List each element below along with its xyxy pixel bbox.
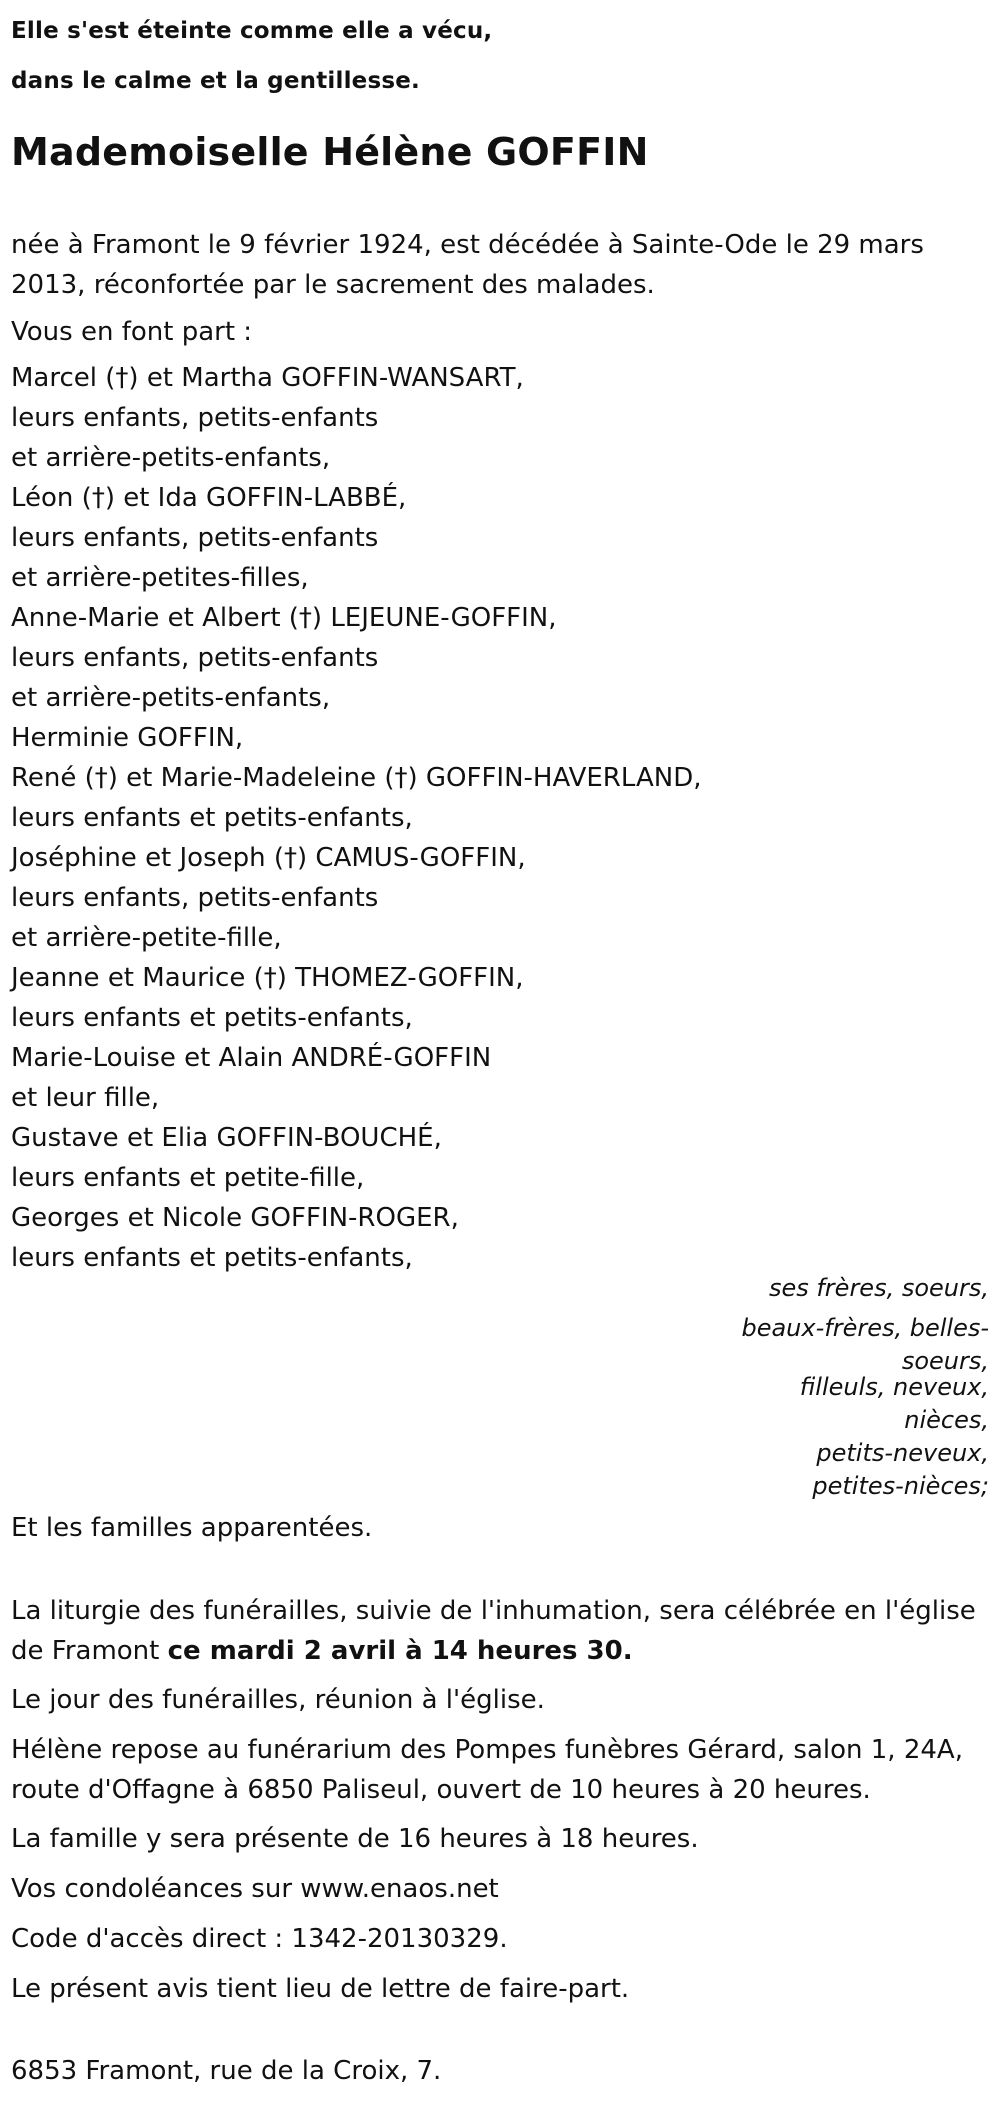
family-line: et arrière-petits-enfants, <box>11 443 331 473</box>
relations-line-1: ses frères, soeurs, <box>768 1274 989 1302</box>
family-line: Léon (†) et Ida GOFFIN-LABBÉ, <box>11 483 407 513</box>
family-line: leurs enfants et petits-enfants, <box>11 1003 413 1033</box>
relations-line-5: nièces, <box>904 1406 989 1434</box>
family-line: leurs enfants et petits-enfants, <box>11 803 413 833</box>
family-line: et arrière-petites-filles, <box>11 563 309 593</box>
intro-quote <box>11 6 492 106</box>
family-line: Joséphine et Joseph (†) CAMUS-GOFFIN, <box>11 843 526 873</box>
intro-line-1: Elle s'est éteinte comme elle a vécu, <box>11 18 493 44</box>
relations-line-6: petits-neveux, <box>816 1439 989 1467</box>
family-line: Marcel (†) et Martha GOFFIN-WANSART, <box>11 363 524 393</box>
family-list <box>11 358 701 1278</box>
related-families: Et les familles apparentées. <box>11 1513 373 1543</box>
deceased-name: Mademoiselle Hélène GOFFIN <box>11 130 649 174</box>
family-presence: La famille y sera présente de 16 heures à 18 heures. <box>11 1824 699 1854</box>
birth-death-line-2: 2013, réconfortée par le sacrement des malades. <box>11 270 655 300</box>
family-line: Jeanne et Maurice (†) THOMEZ-GOFFIN, <box>11 963 524 993</box>
family-line: leurs enfants, petits-enfants <box>11 523 379 553</box>
rest-line-2: route d'Offagne à 6850 Paliseul, ouvert de 10 heures à 20 heures. <box>11 1775 871 1805</box>
family-line: René (†) et Marie-Madeleine (†) GOFFIN-HAVERLAND, <box>11 763 702 793</box>
funeral-date-time: ce mardi 2 avril à 14 heures 30. <box>167 1636 633 1666</box>
family-line: Georges et Nicole GOFFIN-ROGER, <box>11 1203 459 1233</box>
notice-text: Le présent avis tient lieu de lettre de faire-part. <box>11 1974 630 2004</box>
rest-paragraph <box>11 1730 1000 1810</box>
family-line: leurs enfants et petite-fille, <box>11 1163 365 1193</box>
address: 6853 Framont, rue de la Croix, 7. <box>11 2056 442 2086</box>
rest-line-1: Hélène repose au funérarium des Pompes funèbres Gérard, salon 1, 24A, <box>11 1735 963 1765</box>
announcers-intro: Vous en font part : <box>11 317 253 347</box>
funeral-line-1: La liturgie des funérailles, suivie de l'inhumation, sera célébrée en l'église <box>11 1596 976 1626</box>
family-line: leurs enfants et petits-enfants, <box>11 1243 413 1273</box>
gathering-text: Le jour des funérailles, réunion à l'église. <box>11 1685 545 1715</box>
family-line: et arrière-petite-fille, <box>11 923 282 953</box>
relations-line-3: soeurs, <box>901 1347 989 1375</box>
funeral-line-2 <box>11 1631 1000 1671</box>
condolences-text: Vos condoléances sur www.enaos.net <box>11 1874 499 1904</box>
family-line: Anne-Marie et Albert (†) LEJEUNE-GOFFIN, <box>11 603 557 633</box>
relations-block <box>659 1268 989 1506</box>
family-line: Herminie GOFFIN, <box>11 723 244 753</box>
access-code: Code d'accès direct : 1342-20130329. <box>11 1924 508 1954</box>
family-line: Marie-Louise et Alain ANDRÉ-GOFFIN <box>11 1043 492 1073</box>
family-line: leurs enfants, petits-enfants <box>11 403 379 433</box>
family-line: Gustave et Elia GOFFIN-BOUCHÉ, <box>11 1123 442 1153</box>
family-line: et leur fille, <box>11 1083 160 1113</box>
relations-line-2: beaux-frères, belles- <box>741 1314 989 1342</box>
birth-death-line-1: née à Framont le 9 février 1924, est décédée à Sainte-Ode le 29 mars <box>11 230 924 260</box>
funeral-line-2-prefix: de Framont <box>11 1636 168 1666</box>
relations-line-4: filleuls, neveux, <box>799 1373 989 1401</box>
relations-line-7: petites-nièces; <box>812 1472 989 1500</box>
intro-line-2: dans le calme et la gentillesse. <box>11 68 420 94</box>
birth-death-paragraph <box>11 225 1000 305</box>
family-line: leurs enfants, petits-enfants <box>11 883 379 913</box>
family-line: leurs enfants, petits-enfants <box>11 643 379 673</box>
funeral-paragraph <box>11 1591 1000 1671</box>
family-line: et arrière-petits-enfants, <box>11 683 331 713</box>
